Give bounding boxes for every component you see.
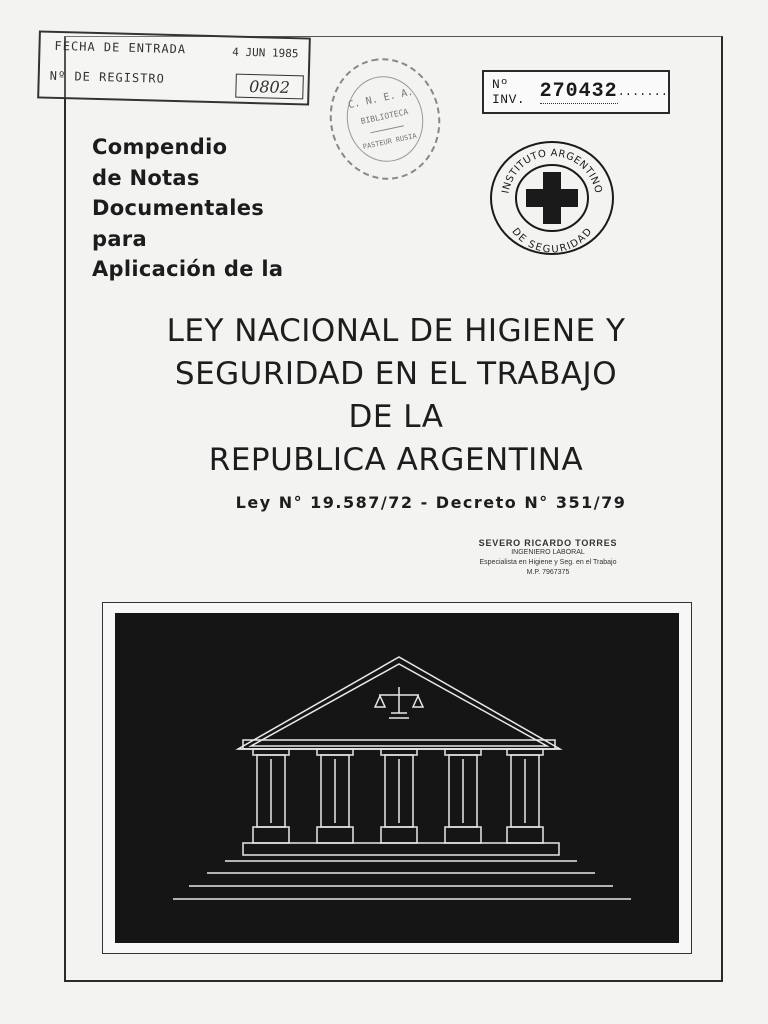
entry-stamp-date: 4 JUN 1985 — [232, 45, 299, 61]
title-line: LEY NACIONAL DE HIGIENE Y — [166, 313, 626, 349]
law-reference: Ley N° 19.587/72 - Decreto N° 351/79 — [235, 493, 627, 512]
round-stamp-top: C. N. E. A. — [347, 86, 415, 111]
author-stamp — [468, 538, 628, 578]
entry-stamp-label: FECHA DE ENTRADA — [54, 38, 187, 57]
title-line: SEGURIDAD EN EL TRABAJO — [174, 356, 618, 392]
logo-bottom-text: DE SEGURIDAD — [509, 226, 595, 256]
logo-top-text: INSTITUTO ARGENTINO — [500, 147, 604, 195]
compendium-line: Aplicación de la — [92, 257, 284, 281]
compendium-line: de Notas — [92, 165, 200, 190]
entry-stamp — [37, 30, 311, 105]
instituto-argentino-seguridad-logo — [488, 138, 616, 256]
round-stamp-bottom: PASTEUR RUSIA — [362, 131, 418, 151]
author-specialty: Especialista en Higiene y Seg. en el Trabajo — [479, 559, 617, 566]
registry-label: Nº DE REGISTRO — [49, 68, 166, 86]
compendium-line: Compendio — [92, 135, 228, 159]
title-line: REPUBLICA ARGENTINA — [208, 442, 584, 478]
author-name: SEVERO RICARDO TORRES — [478, 538, 618, 548]
author-title: INGENIERO LABORAL — [511, 549, 585, 556]
compendium-heading — [92, 132, 283, 285]
main-title — [66, 310, 726, 482]
round-stamp-middle: BIBLIOTECA — [359, 106, 409, 126]
inventory-label: Nº INV. — [492, 77, 526, 107]
inventory-number: 270432 — [539, 80, 618, 103]
compendium-line: Documentales — [92, 196, 265, 220]
cross-icon — [526, 172, 578, 224]
author-registration: M.P. 7967375 — [526, 569, 570, 576]
registry-number: 0802 — [235, 74, 304, 100]
title-line: DE LA — [348, 399, 444, 435]
inventory-stamp: Nº INV. 270432 ....... — [482, 70, 670, 114]
courthouse-illustration — [102, 602, 692, 954]
compendium-line: para — [92, 226, 147, 251]
